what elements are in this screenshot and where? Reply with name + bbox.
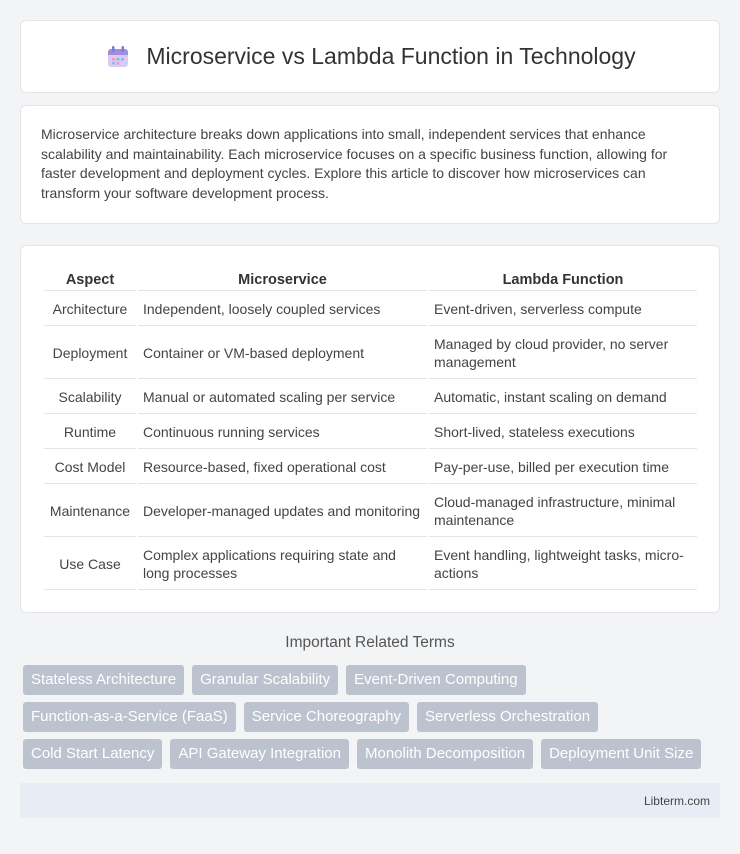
tag-serverless-orchestration[interactable]: Serverless Orchestration — [417, 702, 598, 732]
cell-microservice: Manual or automated scaling per service — [138, 381, 427, 414]
table-header-row — [44, 268, 697, 291]
cell-lambda: Short-lived, stateless executions — [429, 416, 697, 449]
comparison-table — [42, 266, 699, 592]
table-row — [44, 451, 697, 484]
cell-lambda: Pay-per-use, billed per execution time — [429, 451, 697, 484]
table-row — [44, 381, 697, 414]
tag-service-choreography[interactable]: Service Choreography — [244, 702, 409, 732]
related-terms-title: Important Related Terms — [285, 634, 455, 651]
cell-lambda: Automatic, instant scaling on demand — [429, 381, 697, 414]
tag-cold-start-latency[interactable]: Cold Start Latency — [23, 739, 162, 769]
cell-aspect: Maintenance — [44, 486, 136, 537]
table-row — [44, 416, 697, 449]
cell-aspect: Cost Model — [44, 451, 136, 484]
title-card — [20, 20, 720, 93]
header-microservice: Microservice — [138, 268, 427, 291]
table-row — [44, 328, 697, 379]
comparison-table-card — [20, 245, 720, 613]
cell-microservice: Independent, loosely coupled services — [138, 293, 427, 326]
intro-card — [20, 105, 720, 224]
cell-microservice: Continuous running services — [138, 416, 427, 449]
calendar-icon — [104, 43, 132, 71]
cell-aspect: Use Case — [44, 539, 136, 590]
cell-aspect: Architecture — [44, 293, 136, 326]
footer-site-link[interactable]: Libterm.com — [643, 793, 710, 808]
related-terms-tags — [20, 665, 720, 769]
table-row — [44, 293, 697, 326]
cell-microservice: Developer-managed updates and monitoring — [138, 486, 427, 537]
table-row — [44, 539, 697, 590]
header-aspect: Aspect — [44, 268, 136, 291]
header-lambda-function: Lambda Function — [429, 268, 697, 291]
related-terms-section — [20, 634, 720, 769]
tag-api-gateway-integration[interactable]: API Gateway Integration — [170, 739, 349, 769]
cell-microservice: Container or VM-based deployment — [138, 328, 427, 379]
table-row — [44, 486, 697, 537]
cell-microservice: Resource-based, fixed operational cost — [138, 451, 427, 484]
intro-text: Microservice architecture breaks down applications into small, independent services that enhance scalability and maintainability. Each microservice focuses on a specific business function, allowing for faster development and deployment cycles. Explore this article to discover how microservices can transform your software development process. — [41, 126, 668, 201]
footer — [20, 783, 720, 818]
cell-aspect: Scalability — [44, 381, 136, 414]
cell-lambda: Cloud-managed infrastructure, minimal maintenance — [429, 486, 697, 537]
tag-granular-scalability[interactable]: Granular Scalability — [192, 665, 338, 695]
page-title: Microservice vs Lambda Function in Technology — [146, 43, 636, 69]
cell-aspect: Runtime — [44, 416, 136, 449]
tag-deployment-unit-size[interactable]: Deployment Unit Size — [541, 739, 701, 769]
cell-lambda: Managed by cloud provider, no server management — [429, 328, 697, 379]
cell-microservice: Complex applications requiring state and long processes — [138, 539, 427, 590]
tag-function-as-a-service[interactable]: Function-as-a-Service (FaaS) — [23, 702, 236, 732]
cell-lambda: Event-driven, serverless compute — [429, 293, 697, 326]
cell-aspect: Deployment — [44, 328, 136, 379]
tag-monolith-decomposition[interactable]: Monolith Decomposition — [357, 739, 533, 769]
cell-lambda: Event handling, lightweight tasks, micro-actions — [429, 539, 697, 590]
tag-stateless-architecture[interactable]: Stateless Architecture — [23, 665, 184, 695]
tag-event-driven-computing[interactable]: Event-Driven Computing — [346, 665, 525, 695]
